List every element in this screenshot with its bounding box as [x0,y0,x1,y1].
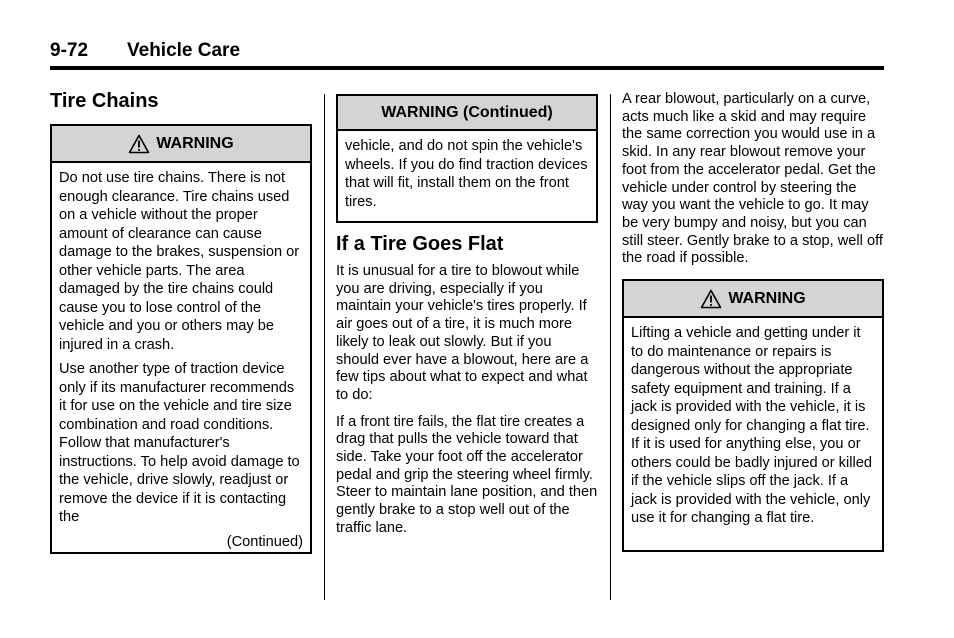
column-divider [610,94,611,600]
body-paragraph: A rear blowout, particularly on a curve, acts much like a skid and may require the same correction you would use in a skid. In any rear blowout remove your foot from the accelerator pedal. Get the vehicle under control by steering the way you want the vehicle to go. It may be very bumpy and noisy, but you can still steer. Gently brake to a stop, well off the road if possible. [622,91,883,267]
flat-tire-heading: If a Tire Goes Flat [336,233,504,255]
column-2 [336,94,598,547]
warning-header [52,126,310,163]
warning-continued-body [338,131,596,217]
warning-header [624,281,882,318]
warning-box-continued [336,94,598,223]
warning-paragraph: Use another type of traction device only if its manufacturer recommends it for use on the vehicle and tire size combination and road conditions. Follow that manufacturer's instructions. To help avoid damage to the vehicle, drive slowly, readjust or remove the device if it is contacting the [59,361,300,525]
warning-triangle-icon [700,289,722,309]
tire-chains-heading: Tire Chains [50,90,159,112]
warning-body [52,163,310,557]
warning-body [624,318,882,534]
warning-continued-text: vehicle, and do not spin the vehicle's wheels. If you do find traction devices that will fit, install them on the front tires. [345,138,588,210]
page-number: 9-72 [50,40,89,61]
body-paragraph: If a front tire fails, the flat tire creates a drag that pulls the vehicle toward that side. Take your foot off the accelerator pedal and grip the steering wheel firmly. Steer to maintain lane position, and then gently brake to a stop well out of the traffic lane. [336,413,598,536]
warning-continued-title: WARNING (Continued) [381,103,553,121]
continued-label: (Continued) [226,533,303,550]
warning-box-tire-chains [50,124,312,554]
column-divider [324,94,325,600]
section-title: Vehicle Care [127,40,241,61]
body-paragraph: It is unusual for a tire to blowout while you are driving, especially if you maintain your vehicle's tires properly. If air goes out of a tire, it is much more likely to leak out slowly. But if you should ever have a blowout, here are a few tips about what to expect and what to do: [336,263,589,403]
column-3 [622,91,884,552]
warning-title: WARNING [156,134,234,152]
warning-title: WARNING [728,289,806,307]
warning-box-jack [622,279,884,552]
column-1 [50,90,312,554]
warning-paragraph: Lifting a vehicle and getting under it to do maintenance or repairs is dangerous without the appropriate safety equipment and training. If a jack is provided with the vehicle, it is designed only for changing a flat tire. If it is used for anything else, you or others could be badly injured or killed if the vehicle slips off the jack. If a jack is provided with the vehicle, only use it for changing a flat tire. [631,325,872,527]
page-header [50,38,884,70]
warning-triangle-icon [128,134,150,154]
warning-paragraph: Do not use tire chains. There is not enough clearance. Tire chains used on a vehicle without the proper amount of clearance can cause damage to the brakes, suspension or other vehicle parts. The area damaged by the tire chains could cause you to lose control of the vehicle and you or others may be injured in a crash. [59,170,300,353]
warning-continued-header [338,96,596,131]
